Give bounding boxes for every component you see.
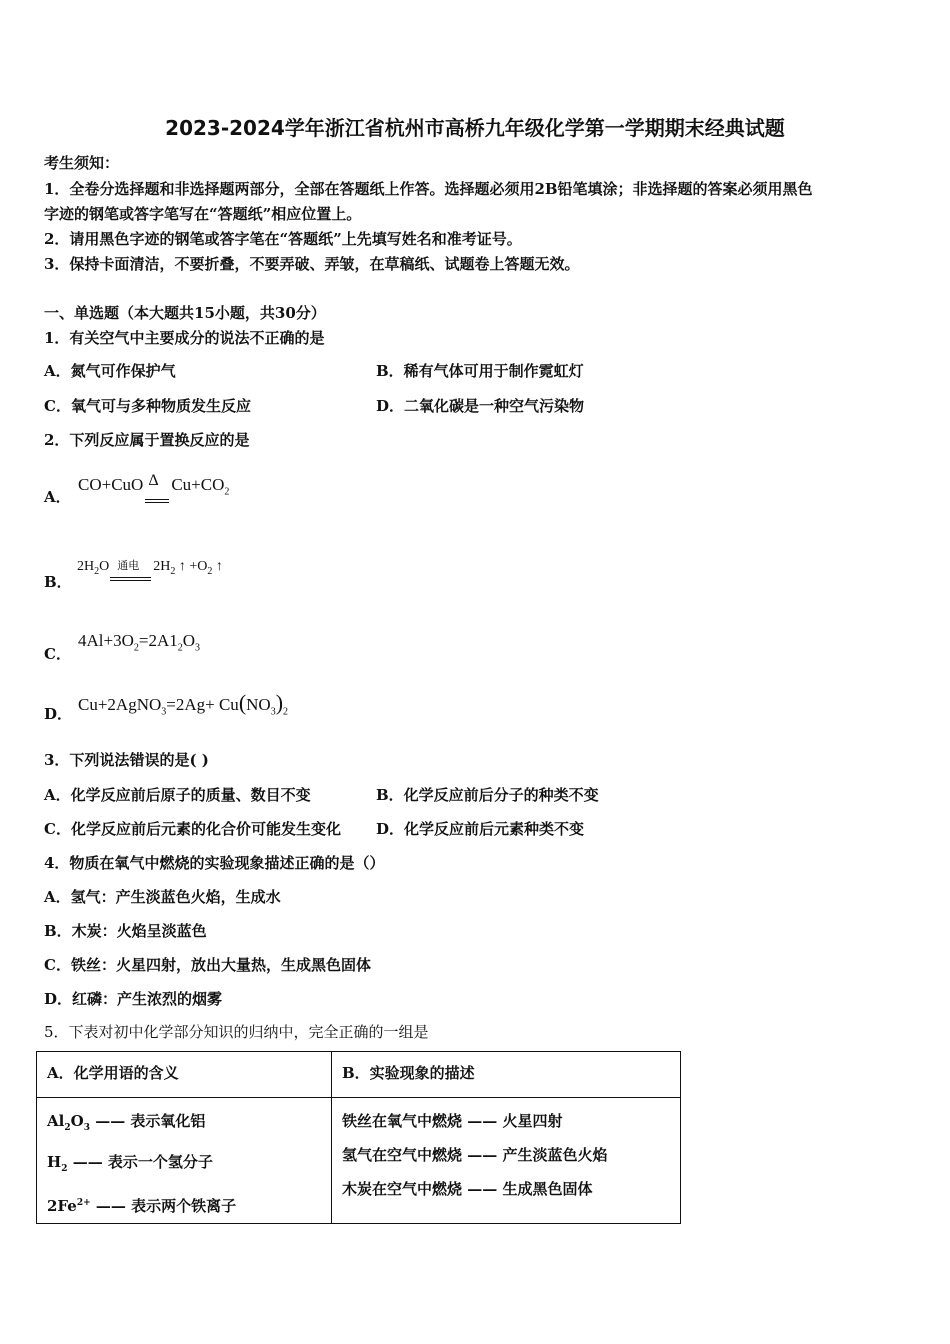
q2-option-d-equation: Cu+2AgNO$_3$=2Ag+ $Cu(NO_3)_2$ (78, 690, 289, 718)
q2-option-d-label: D． (44, 705, 73, 723)
q2-option-b-equation: $2H_2O$ 通电 $2H_2$ ↑ $+O_2$ ↑ (77, 559, 223, 577)
q4-stem: 4．物质在氧气中燃烧的实验现象描述正确的是（） (44, 854, 385, 872)
q4-option-a: A．氢气：产生淡蓝色火焰，生成水 (44, 888, 281, 906)
q1-option-c: C．氧气可与多种物质发生反应 (44, 397, 251, 415)
q4-option-c: C．铁丝：火星四射，放出大量热，生成黑色固体 (44, 956, 371, 974)
table-b-row-1: 铁丝在氧气中燃烧 —— 火星四射 (342, 1112, 563, 1130)
table-a-row-3-text: —— 表示两个铁离子 (95, 1197, 237, 1215)
q5-stem: 5．下表对初中化学部分知识的归纳中，完全正确的一组是 (44, 1023, 429, 1041)
table-a-row-1-text: —— 表示氧化铝 (95, 1112, 206, 1130)
electrolysis-condition: 通电 (117, 560, 140, 572)
table-header-a: A．化学用语的含义 (37, 1052, 332, 1098)
q1-stem: 1．有关空气中主要成分的说法不正确的是 (44, 329, 325, 347)
table-a-row-3: $2Fe^{2+}$ —— 表示两个铁离子 (47, 1197, 237, 1215)
table-a-row-1: $Al_2O_3$ —— 表示氧化铝 (47, 1112, 206, 1133)
table-a-row-2: $H_2$ —— 表示一个氢分子 (47, 1153, 213, 1174)
q3-stem: 3．下列说法错误的是( ) (44, 751, 209, 769)
q2-option-c-label: C． (44, 645, 71, 663)
notice-item-1-line-1: 1．全卷分选择题和非选择题两部分，全部在答题纸上作答。选择题必须用2B铅笔填涂；非选择题的答案必须用黑色 (44, 180, 813, 198)
notice-item-3: 3．保持卡面清洁，不要折叠，不要弄破、弄皱，在草稿纸、试题卷上答题无效。 (44, 255, 580, 273)
q5-knowledge-table (36, 1051, 681, 1224)
q2-option-a-label: A． (44, 488, 71, 506)
notice-item-1-line-2: 字迹的钢笔或答字笔写在“答题纸”相应位置上。 (44, 205, 362, 223)
q1-option-d: D．二氧化碳是一种空气污染物 (376, 397, 585, 415)
q4-option-d: D．红磷：产生浓烈的烟雾 (44, 990, 223, 1008)
gas-arrow-2: ↑ (215, 559, 223, 574)
table-a-row-2-text: —— 表示一个氢分子 (72, 1153, 213, 1171)
q3-option-a: A．化学反应前后原子的质量、数目不变 (44, 786, 311, 804)
table-b-row-2: 氢气在空气中燃烧 —— 产生淡蓝色火焰 (342, 1146, 608, 1164)
heating-delta-symbol: Δ (148, 472, 159, 489)
q2-option-a-equation: CO+CuO Δ $Cu+CO_2$ (78, 475, 229, 497)
table-header-b: B．实验现象的描述 (332, 1052, 681, 1098)
q3-option-d: D．化学反应前后元素种类不变 (376, 820, 585, 838)
q3-option-c: C．化学反应前后元素的化合价可能发生变化 (44, 820, 341, 838)
gas-arrow-1: ↑ (178, 559, 186, 574)
q2-option-c-equation: $4Al+3O_2=2A1_2O_3$ (78, 631, 201, 654)
section-heading: 一、单选题（本大题共15小题，共30分） (44, 304, 326, 322)
table-b-row-3: 木炭在空气中燃烧 —— 生成黑色固体 (342, 1180, 593, 1198)
q3-option-b: B．化学反应前后分子的种类不变 (376, 786, 599, 804)
page-title: 2023-2024学年浙江省杭州市高桥九年级化学第一学期期末经典试题 (165, 116, 785, 140)
notice-heading: 考生须知： (44, 154, 120, 172)
q1-option-a: A．氮气可作保护气 (44, 362, 176, 380)
notice-item-2: 2．请用黑色字迹的钢笔或答字笔在“答题纸”上先填写姓名和准考证号。 (44, 230, 522, 248)
q2-stem: 2．下列反应属于置换反应的是 (44, 431, 250, 449)
q4-option-b: B．木炭：火焰呈淡蓝色 (44, 922, 207, 940)
table-cell-a (37, 1098, 332, 1224)
table-cell-b (332, 1098, 681, 1224)
q2-option-b-label: B． (44, 573, 72, 591)
q1-option-b: B．稀有气体可用于制作霓虹灯 (376, 362, 584, 380)
